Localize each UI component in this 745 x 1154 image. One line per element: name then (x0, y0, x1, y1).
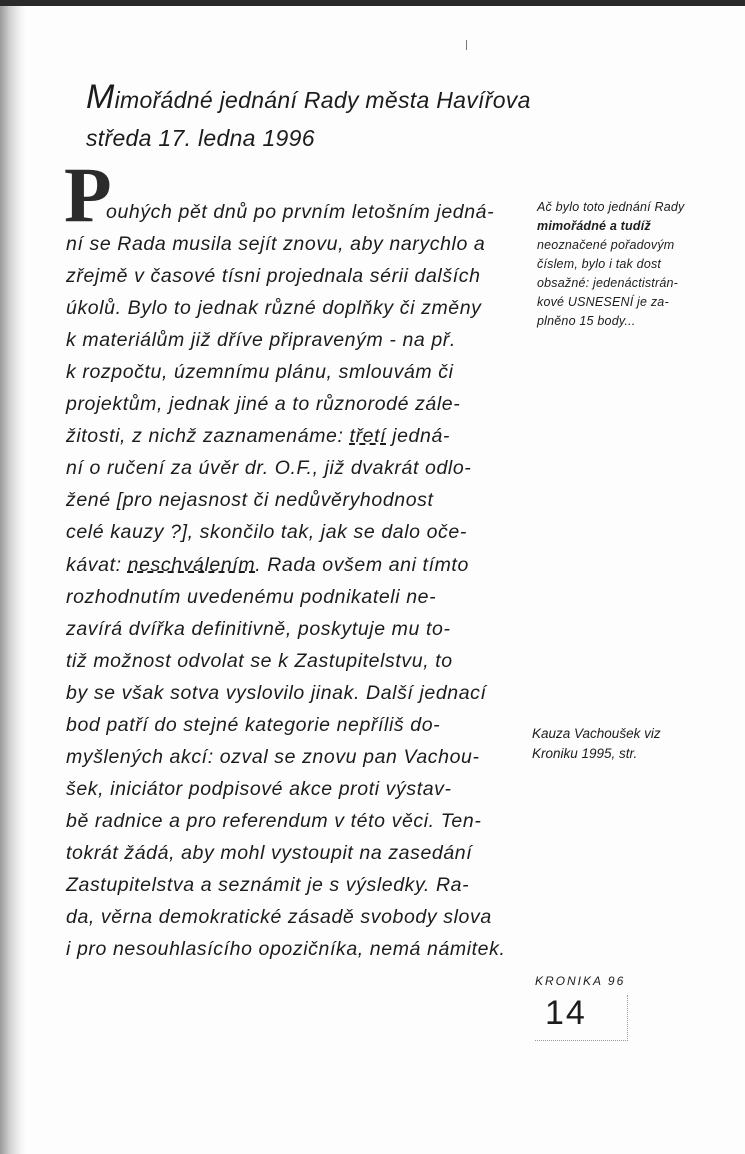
chronicle-label: KRONIKA 96 (535, 974, 626, 988)
body-line: k rozpočtu, územnímu plánu, smlouvám či (66, 361, 454, 384)
body-line: bod patří do stejné kategorie nepříliš do- (66, 713, 441, 736)
underlined-word: třetí (349, 425, 387, 448)
note-line: neoznačené pořadovým (537, 238, 675, 252)
note-line: plněno 15 body... (537, 314, 636, 328)
body-line: zřejmě v časové tísni projednala sérii dalších (66, 265, 481, 288)
body-line: by se však sotva vyslovilo jinak. Další jednací (66, 681, 487, 704)
body-line: celé kauzy ?], skončilo tak, jak se dalo oče- (66, 521, 467, 544)
heading-date: středa 17. ledna 1996 (86, 125, 315, 151)
body-line: úkolů. Bylo to jednak různé doplňky či změny (66, 297, 482, 320)
body-line: žené [pro nejasnost či nedůvěryhodnost (66, 489, 434, 512)
body-line: kávat: neschválením. Rada ovšem ani tímto (66, 553, 469, 576)
body-line: ní se Rada musila sejít znovu, aby narychlo a (66, 233, 486, 256)
body-line: Zastupitelstva a seznámit je s výsledky. Ra- (66, 873, 470, 896)
body-line: ouhých pět dnů po prvním letošním jedná- (106, 201, 495, 223)
note-line: číslem, bylo i tak dost (537, 257, 662, 271)
note-line: obsažné: jedenáctistrán- (537, 276, 678, 290)
body-line: tiž možnost odvolat se k Zastupitelstvu, to (66, 649, 453, 672)
scan-mark (466, 40, 467, 50)
note-line: kové USNESENÍ je za- (537, 295, 669, 309)
underlined-word: neschválením (127, 553, 256, 576)
note-line: Kroniku 1995, str. (532, 746, 638, 761)
page-gutter-shadow (0, 6, 26, 1154)
body-line: ní o ručení za úvěr dr. O.F., již dvakrát odlo- (66, 457, 472, 480)
body-line: bě radnice a pro referendum v této věci. Ten- (66, 809, 482, 832)
page-heading (86, 78, 531, 157)
body-line: zavírá dvířka definitivně, poskytuje mu to- (66, 617, 451, 640)
body-line: i pro nesouhlasícího opozičníka, nemá námitek. (66, 938, 506, 961)
note-line: mimořádné a tudíž (537, 219, 651, 233)
body-line: da, věrna demokratické zásadě svobody slova (66, 906, 492, 929)
note-line: Kauza Vachoušek viz (532, 726, 661, 741)
scan-top-edge (0, 0, 745, 6)
body-line: šek, iniciátor podpisové akce proti výstav- (66, 777, 452, 800)
body-line: tokrát žádá, aby mohl vystoupit na zasedání (66, 841, 473, 864)
heading-title: Mimořádné jednání Rady města Havířova (86, 78, 531, 116)
body-line: k materiálům již dříve připraveným - na př. (66, 329, 456, 352)
body-line: rozhodnutím uvedenému podnikateli ne- (66, 585, 437, 608)
body-line: žitosti, z nichž zaznamenáme: třetí jedná- (66, 425, 450, 448)
note-line: Ač bylo toto jednání Rady (537, 200, 685, 214)
margin-note-resolution (537, 198, 684, 331)
drop-cap: P (64, 151, 112, 238)
body-text (66, 196, 506, 965)
page-number: 14 (545, 994, 587, 1032)
margin-note-vachousek (532, 724, 661, 764)
body-line: myšlených akcí: ozval se znovu pan Vachou- (66, 745, 480, 768)
body-line: projektům, jednak jiné a to různorodé zále- (66, 393, 461, 416)
